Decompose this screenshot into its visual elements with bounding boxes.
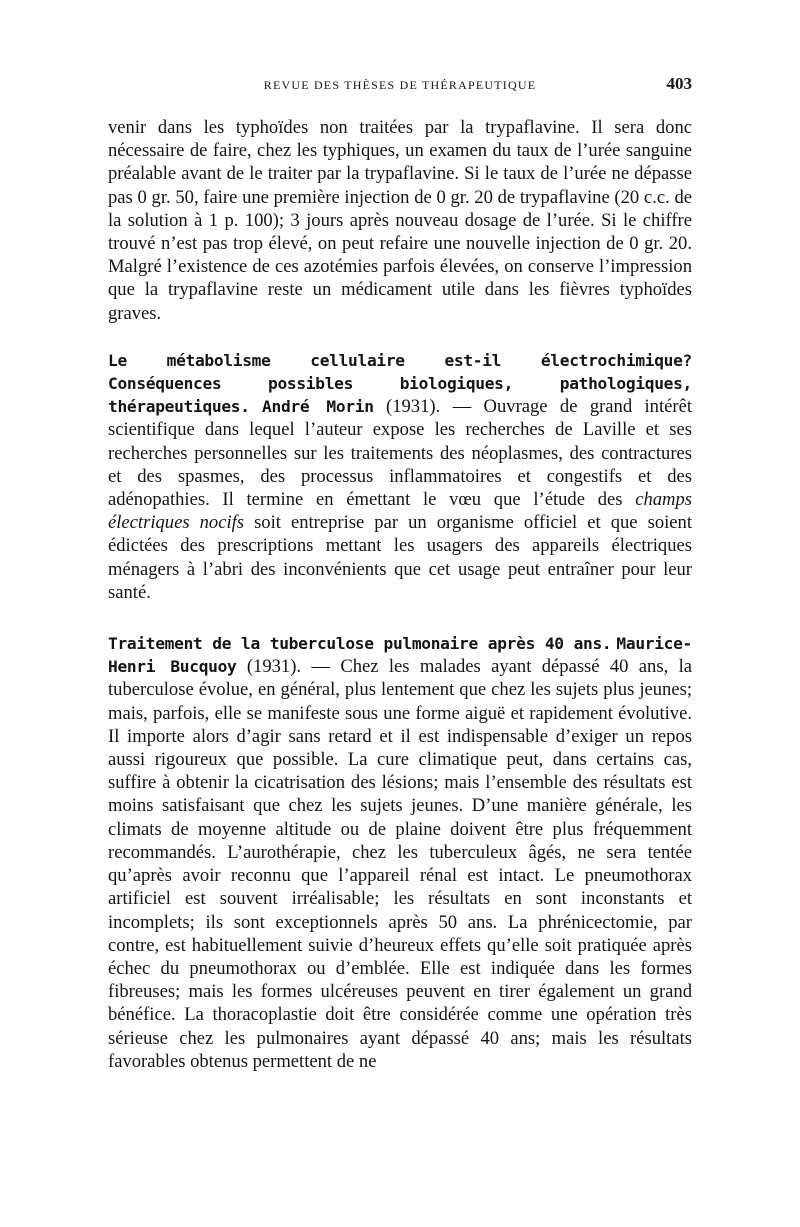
page-number: 403 (666, 74, 692, 93)
article-body: — Chez les malades ayant dépassé 40 ans, la tuberculose évolue, en général, plus lentement que chez les sujets plus jeunes; mais, parfois, elle se manifeste sous une forme aiguë et rapidement évolutive. Il importe alors d’agir sans retard et il est indispensable d’exiger un repos aussi rigoureux que possible. La cure climatique peut, dans certains cas, suffire à obtenir la cicatrisation des lésions; mais l’ensemble des résultats est moins satisfaisant que chez les sujets jeunes. D’une manière générale, les climats de moyenne altitude ou de plaine doivent être plus fréquemment recommandés. L’aurothérapie, chez les tuberculeux âgés, ne sera tentée qu’après avoir reconnu que l’appareil rénal est intact. Le pneumothorax artificiel est souvent irréalisable; les résultats en sont inconstants et incomplets; ils sont exceptionnels après 50 ans. La phrénicectomie, par contre, est habituellement suivie d’heureux effets qu’elle soit pratiquée après échec du pneumothorax ou d’emblée. Elle est indiquée dans les formes fibreuses; mais les formes ulcéreuses peuvent en tirer également un grand bénéfice. La thoracoplastie doit être considérée comme une opération très sérieuse chez les pulmonaires ayant dépassé 40 ans; mais les résultats favorables obtenus permettent de ne (108, 656, 692, 1072)
article-year: (1931). (246, 656, 302, 678)
running-title: REVUE DES THÈSES DE THÉRAPEUTIQUE (263, 78, 537, 92)
continued-paragraph: venir dans les typhoïdes non traitées par la trypaflavine. Il sera donc nécessaire de faire, chez les typhiques, un examen du taux de l’urée sanguine préalable avant de le traiter par la trypaflavine. Si le taux de l’urée ne dépasse pas 0 gr. 50, faire une première injection de 0 gr. 20 de trypaflavine (20 c.c. de la solution à 1 p. 100); 3 jours après nouveau dosage de l’urée. Si le chiffre trouvé n’est pas trop élevé, on peut refaire une nouvelle injection de 0 gr. 20. Malgré l’existence de ces azotémies parfois élevées, on conserve l’impression que la trypaflavine reste un médicament utile dans les fièvres typhoïdes graves. (108, 117, 692, 324)
article-author: Maurice-Henri Bucquoy (108, 634, 692, 677)
article-title: Traitement de la tuberculose pulmonaire après 40 ans. (108, 634, 612, 654)
running-header (108, 70, 692, 102)
article-morin (108, 349, 692, 604)
document-page (108, 70, 692, 1073)
article-title: Le métabolisme cellulaire est-il électrochimique? Conséquences possibles biologiques, pathologiques, thérapeutiques. (108, 350, 692, 417)
article-author: André Morin (262, 397, 374, 417)
article-body: — Ouvrage de grand intérêt scientifique dans lequel l’auteur expose les recherches de Laville et ses recherches personnelles sur les traitements des néoplasmes, des contractures et des spasmes, des processus inflammatoires et congestifs et des adénopathies. Il termine en émettant le vœu que l’étude des (108, 396, 692, 511)
article-bucquoy (108, 632, 692, 1073)
article-body-end: soit entreprise par un organisme officiel et que soient édictées des prescriptions mettant les usagers des appareils électriques ménagers à l’abri des inconvénients que cet usage peut entraîner pour leur santé. (108, 512, 693, 603)
article-year: (1931). (386, 396, 441, 418)
article-italic-term: champs électriques nocifs (108, 489, 692, 534)
